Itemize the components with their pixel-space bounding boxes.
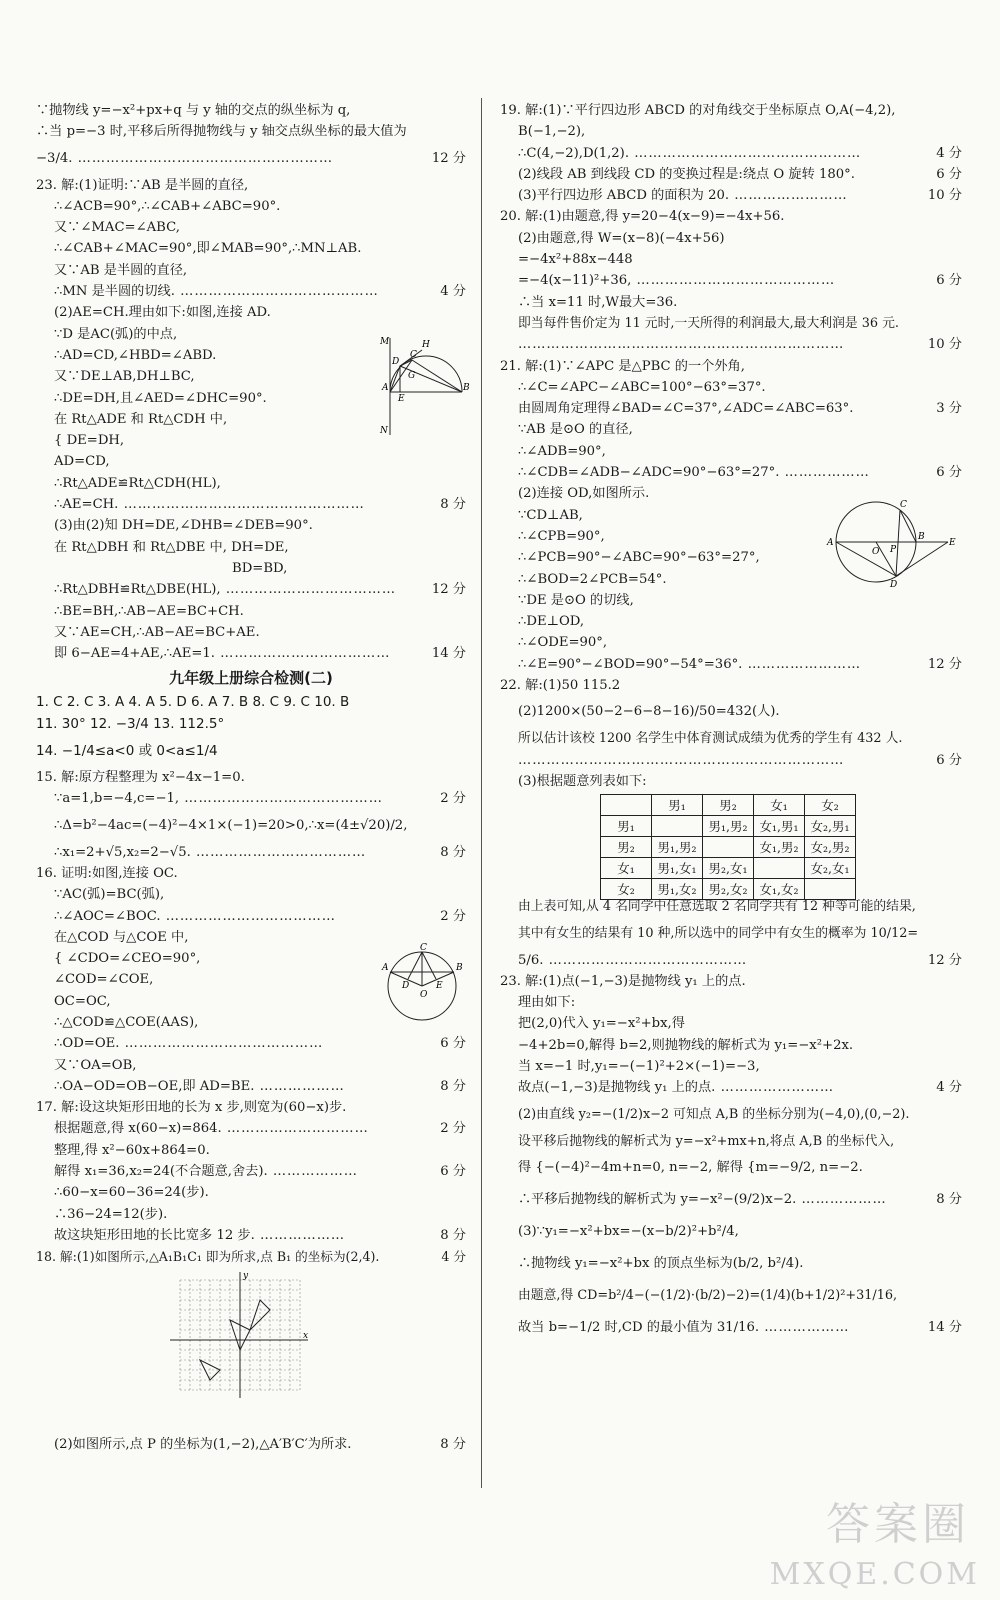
score: 8 分	[440, 497, 466, 513]
text-line: ∴∠PCB=90°−∠ABC=90°−63°=27°,	[518, 550, 760, 566]
text-line: 即当每件售价定为 11 元时,一天所得的利润最大,最大利润是 36 元.	[518, 315, 899, 331]
text-line: …………………………………………………………… 6 分	[500, 750, 962, 771]
label-C: C	[900, 500, 907, 510]
label-E: E	[436, 981, 443, 991]
table-row: 女₁ 男₁,女₁ 男₂,女₁ 女₂,女₁	[601, 858, 856, 879]
text-line: 又∵OA=OB,	[54, 1057, 137, 1073]
text-line: 得 {−(−4)²−4m+n=0, n=−2, 解得 {m=−9/2, n=−2.	[518, 1159, 863, 1175]
label-H: H	[422, 340, 430, 350]
text-line: ∴MN 是半圆的切线. …………………………………… 4 分	[36, 281, 466, 302]
text-line: (2)连接 OD,如图所示.	[518, 486, 650, 502]
label-B: B	[463, 383, 470, 393]
text-line: ∴C(4,−2),D(1,2). ………………………………………… 4 分	[500, 143, 962, 164]
score: 2 分	[440, 791, 466, 807]
score: 6 分	[936, 166, 962, 182]
text-line: =−4(x−11)²+36, …………………………………… 6 分	[500, 270, 962, 291]
text-line: 在△COD 与△COE 中,	[54, 929, 189, 945]
text-line: ∵a=1,b=−4,c=−1, …………………………………… 2 分	[36, 788, 466, 809]
label-x: x	[303, 1331, 309, 1341]
text-line: −3/4. ……………………………………………… 12 分	[36, 143, 466, 175]
score: 3 分	[936, 401, 962, 417]
text-line: (2)如图所示,点 P 的坐标为(1,−2),△A′B′C′为所求. 8 分	[36, 1434, 466, 1455]
grid-figure	[170, 1270, 310, 1400]
text-line: ∴当 p=−3 时,平移后所得抛物线与 y 轴交点纵坐标的最大值为	[36, 124, 407, 140]
text-line: (2)由题意,得 W=(x−8)(−4x+56)	[518, 230, 725, 246]
label-N: N	[380, 426, 388, 436]
semicircle-figure	[370, 330, 470, 440]
text-line: OC=OC,	[54, 993, 111, 1009]
text-line: 由题意,得 CD=b²/4−(−(1/2)·(b/2)−2)=(1/4)(b+1/2)²+31/16,	[518, 1287, 898, 1303]
header-cell: 男₂	[703, 795, 754, 816]
score: 10 分	[927, 188, 962, 204]
watermark-logo: 答案圈	[826, 1499, 970, 1550]
score: 8 分	[440, 1436, 466, 1452]
text-line: 设平移后抛物线的解析式为 y=−x²+mx+n,将点 A,B 的坐标代入,	[518, 1133, 895, 1149]
text-line: ∴DE=DH,且∠AED=∠DHC=90°.	[54, 390, 267, 406]
text-line: 在 Rt△DBH 和 Rt△DBE 中, DH=DE,	[54, 539, 289, 555]
label-D: D	[392, 357, 400, 367]
text-line: ∠COD=∠COE,	[54, 972, 154, 988]
label-B: B	[918, 532, 925, 542]
text-line: (3)平行四边形 ABCD 的面积为 20. …………………… 10 分	[500, 185, 962, 206]
text-line: ∴∠AOC=∠BOC. ……………………………… 2 分	[36, 906, 466, 927]
text-line: 21. 解:(1)∵∠APC 是△PBC 的一个外角,	[500, 358, 745, 374]
left-column	[36, 100, 466, 1455]
text-line: ∴DE⊥OD,	[518, 614, 585, 630]
score: 8 分	[440, 1078, 466, 1094]
score: 14 分	[927, 1319, 962, 1335]
table-header-row	[601, 795, 856, 816]
score: 6 分	[936, 752, 962, 768]
text-line: ∴60−x=60−36=24(步).	[54, 1185, 209, 1201]
text-line: −4+2b=0,解得 b=2,则抛物线的解析式为 y₁=−x²+2x.	[518, 1037, 854, 1053]
text-line: ∴∠BOD=2∠PCB=54°.	[518, 571, 667, 587]
score: 6 分	[440, 1036, 466, 1052]
text-line: AD=CD,	[54, 454, 110, 470]
text-line: ∴Δ=b²−4ac=(−4)²−4×1×(−1)=20>0,∴x=(4±√20)/2,	[54, 817, 408, 833]
text-line: { DE=DH,	[54, 433, 125, 449]
table-row: 男₂ 男₁,男₂ 女₁,男₂ 女₂,男₂	[601, 837, 856, 858]
text-line: (3)∵y₁=−x²+bx=−(x−b/2)²+b²/4,	[518, 1223, 739, 1239]
text-line: ∵D 是AC(弧)的中点,	[54, 326, 178, 342]
text-line: 所以估计该校 1200 名学生中体育测试成绩为优秀的学生有 432 人.	[518, 731, 903, 747]
score: 10 分	[927, 337, 962, 353]
text-line: ∴当 x=11 时,W最大=36.	[518, 294, 678, 310]
table-row: 男₁ 男₁,男₂ 女₁,男₁ 女₂,男₁	[601, 816, 856, 837]
text-line: 15. 解:原方程整理为 x²−4x−1=0.	[36, 770, 245, 786]
text-line: (2)线段 AB 到线段 CD 的变换过程是:绕点 O 旋转 180°. 6 分	[500, 164, 962, 185]
text-line: 故当 b=−1/2 时,CD 的最小值为 31/16. ……………… 14 分	[500, 1312, 962, 1344]
right-column	[500, 100, 962, 1344]
label-G: G	[408, 371, 416, 381]
column-divider	[481, 98, 482, 1488]
header-cell	[601, 795, 652, 816]
text-line: ∴AE=CH. …………………………………………… 8 分	[36, 494, 466, 515]
label-O: O	[420, 990, 428, 1000]
text-line: 16. 证明:如图,连接 OC.	[36, 865, 178, 881]
sample-table	[600, 794, 856, 900]
text-line: 又∵DE⊥AB,DH⊥BC,	[54, 369, 195, 385]
text-line: ∴AD=CD,∠HBD=∠ABD.	[54, 347, 217, 363]
text-line: 23. 解:(1)证明:∵AB 是半圆的直径,	[36, 177, 249, 193]
text-line: 由圆周角定理得∠BAD=∠C=37°,∠ADC=∠ABC=63°. 3 分	[500, 398, 962, 419]
label-A: A	[827, 538, 834, 548]
text-line: 在 Rt△ADE 和 Rt△CDH 中,	[54, 411, 228, 427]
text-line: 20. 解:(1)由题意,得 y=20−4(x−9)=−4x+56.	[500, 209, 785, 225]
header-cell: 女₂	[805, 795, 856, 816]
circle-figure-21	[826, 494, 956, 590]
text-line: ∴Rt△ADE≌Rt△CDH(HL),	[54, 475, 221, 491]
score: 4 分	[440, 284, 466, 300]
text-line: { ∠CDO=∠CEO=90°,	[54, 951, 201, 967]
text-line: (3)根据题意列表如下:	[518, 773, 647, 789]
score: 12 分	[431, 582, 466, 598]
table-row: 女₂ 男₁,女₂ 男₂,女₂ 女₁,女₂	[601, 879, 856, 900]
text-line: 17. 解:设这块矩形田地的长为 x 步,则宽为(60−x)步.	[36, 1100, 347, 1116]
text-line: (3)由(2)知 DH=DE,∠DHB=∠DEB=90°.	[54, 518, 313, 534]
text-line: 整理,得 x²−60x+864=0.	[54, 1142, 210, 1158]
answer-line: 14. −1/4≤a<0 或 0<a≤1/4	[36, 743, 218, 760]
text-line: 由上表可知,从 4 名同学中任意选取 2 名同学共有 12 种等可能的结果,	[518, 899, 916, 915]
label-O: O	[872, 547, 880, 557]
score: 2 分	[440, 1121, 466, 1137]
text-line: ∵AB 是⊙O 的直径,	[518, 422, 633, 438]
text-line: ∴∠ODE=90°,	[518, 635, 608, 651]
text-line: ∴∠C=∠APC−∠ABC=100°−63°=37°.	[518, 379, 766, 395]
score: 2 分	[440, 908, 466, 924]
score: 8 分	[440, 844, 466, 860]
text-line: (2)1200×(50−2−6−8−16)/50=432(人).	[518, 704, 780, 720]
text-line: ∴∠E=90°−∠BOD=90°−54°=36°. …………………… 12 分	[500, 654, 962, 675]
text-line: 当 x=−1 时,y₁=−(−1)²+2×(−1)=−3,	[518, 1058, 760, 1074]
text-line: ∵AC(弧)=BC(弧),	[54, 887, 165, 903]
label-M: M	[380, 337, 390, 347]
text-line: ∴OA−OD=OB−OE,即 AD=BE. ……………… 8 分	[36, 1076, 466, 1097]
text-line: 即 6−AE=4+AE,∴AE=1. ……………………………… 14 分	[36, 643, 466, 664]
table-wrap	[500, 792, 962, 896]
score: 14 分	[431, 646, 466, 662]
score: 4 分	[441, 1249, 466, 1265]
text-line: ∵CD⊥AB,	[518, 507, 583, 523]
answer-line: 1. C 2. C 3. A 4. A 5. D 6. A 7. B 8. C 9. C 10. B	[36, 694, 350, 711]
text-line: ∴Rt△DBH≌Rt△DBE(HL), ……………………………… 12 分	[36, 579, 466, 600]
label-B: B	[456, 963, 463, 973]
text-line: BD=BD,	[232, 560, 288, 576]
header-cell: 男₁	[652, 795, 703, 816]
text-line: 故点(−1,−3)是抛物线 y₁ 上的点. …………………… 4 分	[500, 1077, 962, 1098]
header-cell: 女₁	[754, 795, 805, 816]
watermark-url: MXQE.COM	[769, 1557, 980, 1592]
score: 12 分	[927, 656, 962, 672]
label-C: C	[410, 350, 417, 360]
text-line: ∴平移后抛物线的解析式为 y=−x²−(9/2)x−2. ……………… 8 分	[500, 1184, 962, 1216]
score: 4 分	[936, 145, 962, 161]
text-line: B(−1,−2),	[518, 124, 586, 140]
label-C: C	[420, 943, 427, 953]
label-A: A	[382, 383, 389, 393]
text-line: 理由如下:	[518, 995, 576, 1011]
label-A: A	[382, 963, 389, 973]
text-line: (2)由直线 y₂=−(1/2)x−2 可知点 A,B 的坐标分别为(−4,0),(0,−2).	[518, 1106, 910, 1122]
text-line: 其中有女生的结果有 10 种,所以选中的同学中有女生的概率为 10/12=	[518, 925, 919, 941]
text-line: 23. 解:(1)点(−1,−3)是抛物线 y₁ 上的点.	[500, 973, 746, 989]
score: 4 分	[936, 1080, 962, 1096]
text-line: ∴OD=OE. …………………………………… 6 分	[36, 1033, 466, 1054]
text-line: =−4x²+88x−448	[518, 252, 633, 268]
text-line: 5/6. …………………………………… 12 分	[500, 950, 962, 971]
text-line: ∴∠ACB=90°,∴∠CAB+∠ABC=90°.	[54, 198, 281, 214]
score: 12 分	[927, 952, 962, 968]
text-line: 18. 解:(1)如图所示,△A₁B₁C₁ 即为所求,点 B₁ 的坐标为(2,4). 4 分	[36, 1246, 466, 1267]
label-P: P	[890, 545, 897, 555]
text-line: 解得 x₁=36,x₂=24(不合题意,舍去). ……………… 6 分	[36, 1161, 466, 1182]
text-line: ∴抛物线 y₁=−x²+bx 的顶点坐标为(b/2, b²/4).	[518, 1255, 804, 1271]
text-line: (2)AE=CH.理由如下:如图,连接 AD.	[54, 305, 271, 321]
text-line: 22. 解:(1)50 115.2	[500, 678, 621, 694]
score: 6 分	[440, 1164, 466, 1180]
label-D: D	[890, 580, 898, 590]
text-line: ∵抛物线 y=−x²+px+q 与 y 轴的交点的纵坐标为 q,	[36, 103, 351, 118]
text-line: 又∵AB 是半圆的直径,	[54, 262, 188, 278]
text-line: 根据题意,得 x(60−x)=864. ………………………… 2 分	[36, 1118, 466, 1139]
section-title: 九年级上册综合检测(二)	[169, 669, 333, 688]
circle-figure-16	[380, 942, 466, 1028]
text-line: ∴∠CDB=∠ADB−∠ADC=90°−63°=27°. ……………… 6 分	[500, 462, 962, 483]
text-line: 把(2,0)代入 y₁=−x²+bx,得	[518, 1016, 685, 1032]
text-line: ∴∠ADB=90°,	[518, 443, 606, 459]
text-line: 19. 解:(1)∵平行四边形 ABCD 的对角线交于坐标原点 O,A(−4,2),	[500, 103, 896, 118]
score: 12 分	[431, 150, 466, 166]
text-line: ∴36−24=12(步).	[54, 1206, 168, 1222]
text-line: ∴△COD≌△COE(AAS),	[54, 1014, 199, 1030]
label-E: E	[949, 538, 956, 548]
label-y: y	[243, 1271, 249, 1281]
text-line: ∴x₁=2+√5,x₂=2−√5. ……………………………… 8 分	[36, 842, 466, 863]
text-line: ∴∠CPB=90°,	[518, 528, 605, 544]
text-line: 故这块矩形田地的长比宽多 12 步. ……………… 8 分	[36, 1225, 466, 1246]
text-line: …………………………………………………………… 10 分	[500, 334, 962, 355]
score: 8 分	[936, 1191, 962, 1207]
label-E: E	[398, 394, 405, 404]
label-D: D	[402, 981, 410, 991]
text-line: ∴∠CAB+∠MAC=90°,即∠MAB=90°,∴MN⊥AB.	[54, 241, 362, 257]
text-line: 又∵∠MAC=∠ABC,	[54, 220, 180, 236]
score: 8 分	[440, 1227, 466, 1243]
answer-line: 11. 30° 12. −3/4 13. 112.5°	[36, 715, 225, 732]
score: 6 分	[936, 273, 962, 289]
text-line: 又∵AE=CH,∴AB−AE=BC+AE.	[54, 624, 260, 640]
text-line: ∵DE 是⊙O 的切线,	[518, 592, 634, 608]
score: 6 分	[936, 465, 962, 481]
text-line: ∴BE=BH,∴AB−AE=BC+CH.	[54, 603, 244, 619]
